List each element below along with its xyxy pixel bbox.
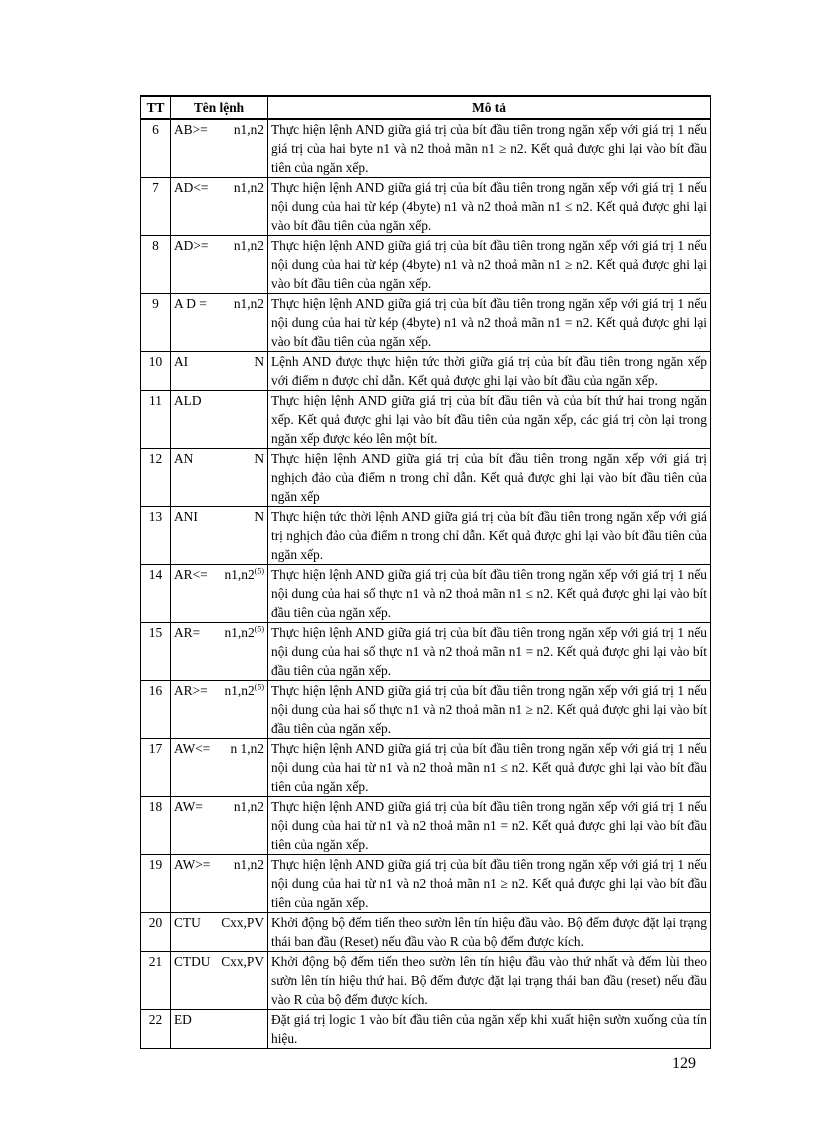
table-row	[141, 797, 711, 855]
command-name-cell	[171, 681, 268, 739]
command-description: Thực hiện lệnh AND giữa giá trị của bít đầu tiên trong ngăn xếp với giá trị 1 nếu nội dung của hai từ n1 và n2 thoả mãn n1 ≤ n2. Kết quả được ghi lại vào bít đầu tiên của ngăn xếp.	[268, 739, 711, 797]
command-description: Lệnh AND được thực hiện tức thời giữa giá trị của bít đầu tiên trong ngăn xếp với điểm n được chỉ dẫn. Kết quả được ghi lại vào bít đầu của ngăn xếp.	[268, 352, 711, 391]
command-description: Thực hiện lệnh AND giữa giá trị của bít đầu tiên và của bít thứ hai trong ngăn xếp. Kết quả được ghi lại vào bít đầu tiên của ngăn xếp, các giá trị còn lại trong ngăn xếp được kéo lên một bít.	[268, 391, 711, 449]
command-name-cell	[171, 507, 268, 565]
row-number: 8	[141, 236, 171, 294]
table-row	[141, 681, 711, 739]
command-operands	[231, 739, 264, 758]
command-operands	[254, 449, 264, 468]
command-operands	[234, 855, 264, 874]
header-name: Tên lệnh	[171, 96, 268, 119]
command-mnemonic: AW>=	[174, 857, 211, 872]
command-args: Cxx,PV	[221, 915, 264, 930]
command-name-cell	[171, 449, 268, 507]
row-number: 17	[141, 739, 171, 797]
footnote-ref: (5)	[254, 682, 264, 692]
command-name	[174, 623, 267, 642]
command-name	[174, 507, 267, 526]
table-row	[141, 565, 711, 623]
command-name-cell	[171, 236, 268, 294]
command-name	[174, 739, 267, 758]
command-name-cell	[171, 623, 268, 681]
command-name-cell	[171, 294, 268, 352]
command-operands	[221, 952, 264, 971]
command-name-cell	[171, 178, 268, 236]
command-operands	[254, 507, 264, 526]
row-number: 21	[141, 952, 171, 1010]
table-row	[141, 391, 711, 449]
table-row	[141, 855, 711, 913]
command-description: Thực hiện lệnh AND giữa giá trị của bít đầu tiên trong ngăn xếp với giá trị 1 nếu nội dung của hai từ kép (4byte) n1 và n2 thoả mãn n1 ≥ n2. Kết quả được ghi lại vào bít đầu tiên của ngăn xếp.	[268, 236, 711, 294]
command-operands	[234, 294, 264, 313]
command-args: n1,n2	[233, 122, 264, 137]
command-args: n1,n2	[233, 296, 264, 311]
command-name	[174, 565, 267, 584]
command-operands	[254, 352, 264, 371]
table-header-row	[141, 96, 711, 119]
row-number: 11	[141, 391, 171, 449]
command-mnemonic: AN	[174, 451, 194, 466]
command-description: Thực hiện lệnh AND giữa giá trị của bít đầu tiên trong ngăn xếp với giá trị 1 nếu nội dung của hai từ n1 và n2 thoả mãn n1 = n2. Kết quả được ghi lại vào bít đầu tiên của ngăn xếp.	[268, 797, 711, 855]
row-number: 22	[141, 1010, 171, 1049]
command-operands	[234, 236, 264, 255]
command-name	[174, 236, 267, 255]
command-name	[174, 1010, 267, 1029]
table-row	[141, 119, 711, 178]
command-name-cell	[171, 952, 268, 1010]
command-description: Thực hiện lệnh AND giữa giá trị của bít đầu tiên trong ngăn xếp với giá trị 1 nếu nội dung của hai từ n1 và n2 thoả mãn n1 ≥ n2. Kết quả được ghi lại vào bít đầu tiên của ngăn xếp.	[268, 855, 711, 913]
command-name-cell	[171, 797, 268, 855]
command-operands	[221, 913, 264, 932]
command-mnemonic: ED	[174, 1012, 192, 1027]
row-number: 9	[141, 294, 171, 352]
command-operands	[225, 681, 264, 700]
command-name-cell	[171, 119, 268, 178]
command-mnemonic: A D =	[174, 296, 207, 311]
command-args: n 1,n2	[230, 741, 264, 756]
command-mnemonic: AR=	[174, 625, 201, 640]
command-description: Thực hiện lệnh AND giữa giá trị của bít đầu tiên trong ngăn xếp với giá trị nghịch đảo của điểm n trong chỉ dẫn. Kết quả được ghi lại vào bít đầu tiên của ngăn xếp	[268, 449, 711, 507]
command-name	[174, 120, 267, 139]
command-name-cell	[171, 855, 268, 913]
command-args: N	[254, 451, 264, 466]
command-name	[174, 681, 267, 700]
command-name	[174, 391, 267, 410]
command-args: n1,n2	[233, 180, 264, 195]
command-mnemonic: AB>=	[174, 122, 208, 137]
command-args: n1,n2	[233, 799, 264, 814]
command-operands	[234, 797, 264, 816]
command-mnemonic: ALD	[174, 393, 202, 408]
command-description: Thực hiện tức thời lệnh AND giữa giá trị của bít đầu tiên trong ngăn xếp với giá trị nghịch đảo của điểm n trong chỉ dẫn. Kết quả được ghi lại vào bít đầu tiên của ngăn xếp.	[268, 507, 711, 565]
row-number: 12	[141, 449, 171, 507]
table-row	[141, 294, 711, 352]
header-tt: TT	[141, 96, 171, 119]
table-row	[141, 236, 711, 294]
command-name	[174, 294, 267, 313]
row-number: 6	[141, 119, 171, 178]
footnote-ref: (5)	[254, 566, 264, 576]
command-mnemonic: AW=	[174, 799, 203, 814]
command-name-cell	[171, 391, 268, 449]
row-number: 10	[141, 352, 171, 391]
table-row	[141, 739, 711, 797]
command-description: Khởi động bộ đếm tiến theo sườn lên tín hiệu đầu vào thứ nhất và đếm lùi theo sườn lên tín hiệu thứ hai. Bộ đếm được đặt lại trạng thái ban đầu (reset) nếu đầu vào R của bộ đếm được kích.	[268, 952, 711, 1010]
table-row	[141, 952, 711, 1010]
command-name	[174, 952, 267, 971]
header-desc: Mô tả	[268, 96, 711, 119]
command-description: Thực hiện lệnh AND giữa giá trị của bít đầu tiên trong ngăn xếp với giá trị 1 nếu nội dung của hai từ kép (4byte) n1 và n2 thoả mãn n1 = n2. Kết quả được ghi lại vào bít đầu tiên của ngăn xếp.	[268, 294, 711, 352]
command-args: n1,n2	[224, 683, 255, 698]
command-args: N	[254, 509, 264, 524]
row-number: 19	[141, 855, 171, 913]
table-row	[141, 1010, 711, 1049]
command-mnemonic: AD<=	[174, 180, 209, 195]
command-name	[174, 352, 267, 371]
table-row	[141, 507, 711, 565]
command-name-cell	[171, 1010, 268, 1049]
command-args: n1,n2	[233, 238, 264, 253]
row-number: 13	[141, 507, 171, 565]
command-args: Cxx,PV	[221, 954, 264, 969]
command-mnemonic: AW<=	[174, 741, 211, 756]
command-description: Khởi động bộ đếm tiến theo sườn lên tín hiệu đầu vào. Bộ đếm được đặt lại trạng thái ban đầu (Reset) nếu đầu vào R của bộ đếm được kích.	[268, 913, 711, 952]
command-name	[174, 797, 267, 816]
command-mnemonic: CTDU	[174, 954, 211, 969]
command-description: Đặt giá trị logic 1 vào bít đầu tiên của ngăn xếp khi xuất hiện sườn xuống của tín hiệu.	[268, 1010, 711, 1049]
command-mnemonic: ANI	[174, 509, 198, 524]
command-name-cell	[171, 352, 268, 391]
table-row	[141, 449, 711, 507]
command-description: Thực hiện lệnh AND giữa giá trị của bít đầu tiên trong ngăn xếp với giá trị 1 nếu giá trị của hai byte n1 và n2 thoả mãn n1 ≥ n2. Kết quả được ghi lại vào bít đầu tiên của ngăn xếp.	[268, 119, 711, 178]
row-number: 14	[141, 565, 171, 623]
row-number: 15	[141, 623, 171, 681]
row-number: 18	[141, 797, 171, 855]
row-number: 20	[141, 913, 171, 952]
table-row	[141, 623, 711, 681]
command-name	[174, 855, 267, 874]
command-name-cell	[171, 565, 268, 623]
command-args: n1,n2	[224, 625, 255, 640]
command-operands	[225, 623, 264, 642]
command-name-cell	[171, 739, 268, 797]
row-number: 16	[141, 681, 171, 739]
command-description: Thực hiện lệnh AND giữa giá trị của bít đầu tiên trong ngăn xếp với giá trị 1 nếu nội dung của hai từ kép (4byte) n1 và n2 thoả mãn n1 ≤ n2. Kết quả được ghi lại vào bít đầu tiên của ngăn xếp.	[268, 178, 711, 236]
command-args: N	[254, 354, 264, 369]
command-args: n1,n2	[233, 857, 264, 872]
command-args: n1,n2	[224, 567, 255, 582]
command-name	[174, 178, 267, 197]
row-number: 7	[141, 178, 171, 236]
command-mnemonic: AD>=	[174, 238, 209, 253]
table-row	[141, 178, 711, 236]
command-operands	[234, 120, 264, 139]
command-operands	[225, 565, 264, 584]
command-name-cell	[171, 913, 268, 952]
command-name	[174, 913, 267, 932]
command-mnemonic: AR<=	[174, 567, 208, 582]
command-mnemonic: AR>=	[174, 683, 208, 698]
command-name	[174, 449, 267, 468]
command-operands	[234, 178, 264, 197]
instruction-table	[140, 95, 711, 1049]
table-row	[141, 352, 711, 391]
command-mnemonic: AI	[174, 354, 189, 369]
command-mnemonic: CTU	[174, 915, 201, 930]
table-row	[141, 913, 711, 952]
footnote-ref: (5)	[254, 624, 264, 634]
command-description: Thực hiện lệnh AND giữa giá trị của bít đầu tiên trong ngăn xếp với giá trị 1 nếu nội dung của hai số thực n1 và n2 thoả mãn n1 = n2. Kết quả được ghi lại vào bít đầu tiên của ngăn xếp.	[268, 623, 711, 681]
command-description: Thực hiện lệnh AND giữa giá trị của bít đầu tiên trong ngăn xếp với giá trị 1 nếu nội dung của hai số thực n1 và n2 thoả mãn n1 ≤ n2. Kết quả được ghi lại vào bít đầu tiên của ngăn xếp.	[268, 565, 711, 623]
page-number: 129	[672, 1055, 696, 1072]
command-description: Thực hiện lệnh AND giữa giá trị của bít đầu tiên trong ngăn xếp với giá trị 1 nếu nội dung của hai số thực n1 và n2 thoả mãn n1 ≥ n2. Kết quả được ghi lại vào bít đầu tiên của ngăn xếp.	[268, 681, 711, 739]
